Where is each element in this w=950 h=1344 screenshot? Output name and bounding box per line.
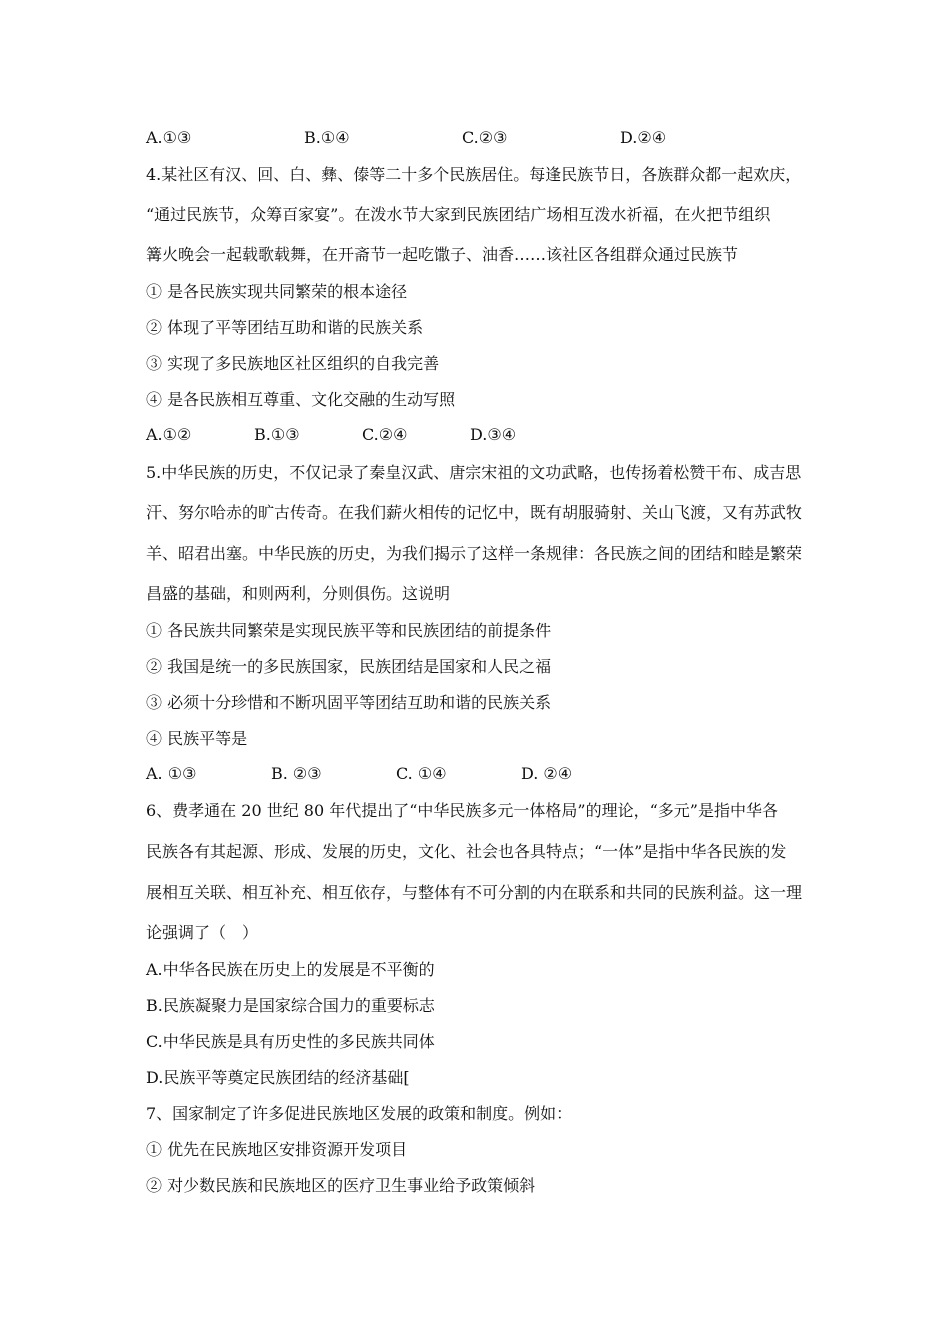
option-b: B.①③ [254, 425, 300, 444]
option-d: D. ②④ [521, 764, 573, 783]
q7-item: ① 优先在民族地区安排资源开发项目 [146, 1140, 408, 1159]
answer-options [146, 128, 810, 148]
q6-stem-line: 民族各有其起源、形成、发展的历史，文化、社会也各具特点；“一体”是指中华各民族的发 [146, 842, 787, 861]
option-b: B.①④ [304, 128, 350, 147]
q5-stem-line: 5.中华民族的历史，不仅记录了秦皇汉武、唐宗宋祖的文功武略，也传扬着松赞干布、成吉思 [146, 463, 802, 482]
q5-item: ④ 民族平等是 [146, 729, 248, 748]
option-a: A.①③ [146, 128, 192, 147]
option-a: A. ①③ [146, 764, 197, 783]
q4-item: ① 是各民族实现共同繁荣的根本途径 [146, 282, 408, 301]
q6-stem-line: 展相互关联、相互补充、相互依存，与整体有不可分割的内在联系和共同的民族利益。这一理 [146, 883, 803, 902]
q6-choice: B.民族凝聚力是国家综合国力的重要标志 [146, 996, 435, 1015]
q4-stem-line: “通过民族节，众筹百家宴”。在泼水节大家到民族团结广场相互泼水祈福，在火把节组织 [146, 205, 771, 224]
q6-stem-line: 论强调了（ ） [146, 923, 259, 942]
q7-stem-line: 7、国家制定了许多促进民族地区发展的政策和制度。例如： [146, 1104, 573, 1123]
q6-choice: C.中华民族是具有历史性的多民族共同体 [146, 1032, 435, 1051]
q5-item: ③ 必须十分珍惜和不断巩固平等团结互助和谐的民族关系 [146, 693, 552, 712]
q5-item: ① 各民族共同繁荣是实现民族平等和民族团结的前提条件 [146, 621, 552, 640]
q5-stem-line: 汗、努尔哈赤的旷古传奇。在我们薪火相传的记忆中，既有胡服骑射、关山飞渡，又有苏武牧 [146, 503, 803, 522]
q5-item: ② 我国是统一的多民族国家，民族团结是国家和人民之福 [146, 657, 552, 676]
q4-item: ② 体现了平等团结互助和谐的民族关系 [146, 318, 424, 337]
q6-stem-line: 6、费孝通在 20 世纪 80 年代提出了“中华民族多元一体格局”的理论，“多元”是指中华各 [146, 801, 778, 820]
q6-choice: A.中华各民族在历史上的发展是不平衡的 [146, 960, 435, 979]
option-c: C.②③ [462, 128, 508, 147]
q6-choice: D.民族平等奠定民族团结的经济基础[ [146, 1068, 410, 1087]
q4-options [146, 425, 810, 445]
q4-stem-line: 篝火晚会一起载歌载舞，在开斋节一起吃馓子、油香……该社区各组群众通过民族节 [146, 245, 739, 264]
q5-stem-line: 羊、昭君出塞。中华民族的历史，为我们揭示了这样一条规律：各民族之间的团结和睦是繁荣 [146, 544, 803, 563]
option-d: D.③④ [470, 425, 517, 444]
option-d: D.②④ [620, 128, 667, 147]
option-c: C.②④ [362, 425, 408, 444]
option-c: C. ①④ [396, 764, 447, 783]
option-b: B. ②③ [271, 764, 322, 783]
q5-stem-line: 昌盛的基础，和则两利，分则俱伤。这说明 [146, 584, 451, 603]
q4-item: ④ 是各民族相互尊重、文化交融的生动写照 [146, 390, 456, 409]
q4-stem-line: 4.某社区有汉、回、白、彝、傣等二十多个民族居住。每逢民族节日，各族群众都一起欢庆， [146, 165, 802, 184]
q4-item: ③ 实现了多民族地区社区组织的自我完善 [146, 354, 440, 373]
q5-options [146, 764, 810, 784]
option-a: A.①② [146, 425, 192, 444]
q7-item: ② 对少数民族和民族地区的医疗卫生事业给予政策倾斜 [146, 1176, 536, 1195]
